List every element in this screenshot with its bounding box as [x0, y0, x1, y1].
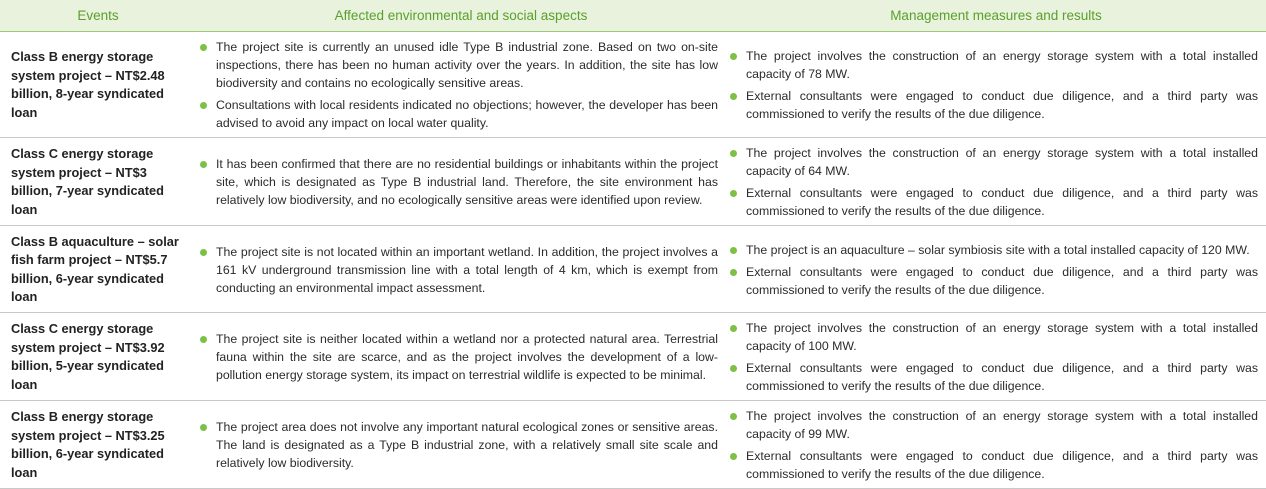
aspects-cell — [196, 401, 726, 489]
bullet-dot-icon — [200, 44, 207, 51]
list-item-text: External consultants were engaged to conduct due diligence, and a third party was commissioned to verify the results of the due diligence. — [746, 89, 1258, 121]
bullet-dot-icon — [730, 365, 737, 372]
bullet-dot-icon — [200, 102, 207, 109]
list-item-text: It has been confirmed that there are no residential buildings or inhabitants within the project site, which is designated as Type B industrial land. Therefore, the site environment has relatively low biodiversity, and no ecologically sensitive areas were identified upon review. — [216, 157, 718, 207]
header-measures: Management measures and results — [726, 0, 1266, 32]
bullet-dot-icon — [200, 249, 207, 256]
list-item — [730, 144, 1258, 180]
measures-list — [730, 144, 1258, 220]
list-item-text: The project is an aquaculture – solar symbiosis site with a total installed capacity of 120 MW. — [746, 242, 1250, 257]
bullet-dot-icon — [730, 53, 737, 60]
header-aspects: Affected environmental and social aspects — [196, 0, 726, 32]
list-item — [200, 330, 718, 384]
list-item-text: The project site is neither located within a wetland nor a protected natural area. Terrestrial fauna within the site are scarce, and as the project involves the development of a low-pollution energy storage system, its impact on terrestrial wildlife is expected to be minimal. — [216, 332, 718, 382]
list-item — [200, 155, 718, 209]
list-item-text: The project involves the construction of an energy storage system with a total installed capacity of 99 MW. — [746, 409, 1258, 441]
measures-cell — [726, 401, 1266, 489]
table-row — [0, 313, 1266, 401]
bullet-dot-icon — [730, 190, 737, 197]
table-body — [0, 32, 1266, 489]
list-item — [200, 418, 718, 472]
bullet-dot-icon — [200, 336, 207, 343]
measures-list — [730, 407, 1258, 483]
bullet-dot-icon — [200, 161, 207, 168]
list-item — [730, 447, 1258, 483]
event-cell: Class C energy storage system project – NT$3.92 billion, 5-year syndicated loan — [0, 313, 196, 401]
measures-list — [730, 319, 1258, 395]
aspects-list — [200, 243, 718, 297]
table-row — [0, 226, 1266, 313]
list-item — [730, 241, 1258, 259]
list-item-text: External consultants were engaged to conduct due diligence, and a third party was commissioned to verify the results of the due diligence. — [746, 186, 1258, 218]
table-row — [0, 401, 1266, 489]
aspects-list — [200, 38, 718, 132]
list-item-text: Consultations with local residents indicated no objections; however, the developer has been advised to avoid any impact on local water quality. — [216, 98, 718, 130]
bullet-dot-icon — [730, 269, 737, 276]
measures-cell — [726, 226, 1266, 313]
table-header-row — [0, 0, 1266, 32]
bullet-dot-icon — [730, 93, 737, 100]
list-item-text: External consultants were engaged to conduct due diligence, and a third party was commissioned to verify the results of the due diligence. — [746, 264, 1258, 297]
bullet-dot-icon — [730, 325, 737, 332]
aspects-list — [200, 330, 718, 384]
aspects-cell — [196, 32, 726, 138]
list-item-text: The project area does not involve any important natural ecological zones or sensitive areas. The land is designated as a Type B industrial zone, with a relatively small site scale and relatively low biodiversity. — [216, 420, 718, 470]
list-item-text: The project site is not located within an important wetland. In addition, the project involves a 161 kV underground transmission line with a total length of 4 km, which is exempt from conducting an environmental impact assessment. — [216, 244, 718, 295]
table-row — [0, 138, 1266, 226]
list-item — [730, 319, 1258, 355]
bullet-dot-icon — [200, 424, 207, 431]
aspects-cell — [196, 226, 726, 313]
list-item — [200, 96, 718, 132]
list-item-text: The project involves the construction of an energy storage system with a total installed capacity of 100 MW. — [746, 321, 1258, 353]
list-item — [730, 47, 1258, 83]
measures-cell — [726, 138, 1266, 226]
list-item — [730, 87, 1258, 123]
aspects-list — [200, 155, 718, 209]
event-cell: Class B aquaculture – solar fish farm project – NT$5.7 billion, 6-year syndicated loan — [0, 226, 196, 313]
list-item-text: External consultants were engaged to conduct due diligence, and a third party was commissioned to verify the results of the due diligence. — [746, 361, 1258, 393]
bullet-dot-icon — [730, 453, 737, 460]
list-item-text: The project involves the construction of an energy storage system with a total installed capacity of 78 MW. — [746, 49, 1258, 81]
list-item — [200, 38, 718, 92]
list-item-text: The project involves the construction of an energy storage system with a total installed capacity of 64 MW. — [746, 146, 1258, 178]
header-events: Events — [0, 0, 196, 32]
list-item-text: The project site is currently an unused idle Type B industrial zone. Based on two on-site inspections, there has been no human activity over the years. In addition, the site has low biodiversity and contains no ecologically sensitive areas. — [216, 40, 718, 90]
event-cell: Class B energy storage system project – NT$3.25 billion, 6-year syndicated loan — [0, 401, 196, 489]
measures-cell — [726, 32, 1266, 138]
table-row — [0, 32, 1266, 138]
event-cell: Class C energy storage system project – NT$3 billion, 7-year syndicated loan — [0, 138, 196, 226]
measures-list — [730, 47, 1258, 123]
list-item — [730, 263, 1258, 299]
measures-list — [730, 241, 1258, 299]
list-item — [730, 407, 1258, 443]
list-item — [730, 184, 1258, 220]
measures-cell — [726, 313, 1266, 401]
list-item-text: External consultants were engaged to conduct due diligence, and a third party was commissioned to verify the results of the due diligence. — [746, 449, 1258, 481]
aspects-list — [200, 418, 718, 472]
aspects-cell — [196, 138, 726, 226]
bullet-dot-icon — [730, 413, 737, 420]
bullet-dot-icon — [730, 150, 737, 157]
bullet-dot-icon — [730, 247, 737, 254]
list-item — [730, 359, 1258, 395]
list-item — [200, 243, 718, 297]
event-cell: Class B energy storage system project – NT$2.48 billion, 8-year syndicated loan — [0, 32, 196, 138]
aspects-cell — [196, 313, 726, 401]
